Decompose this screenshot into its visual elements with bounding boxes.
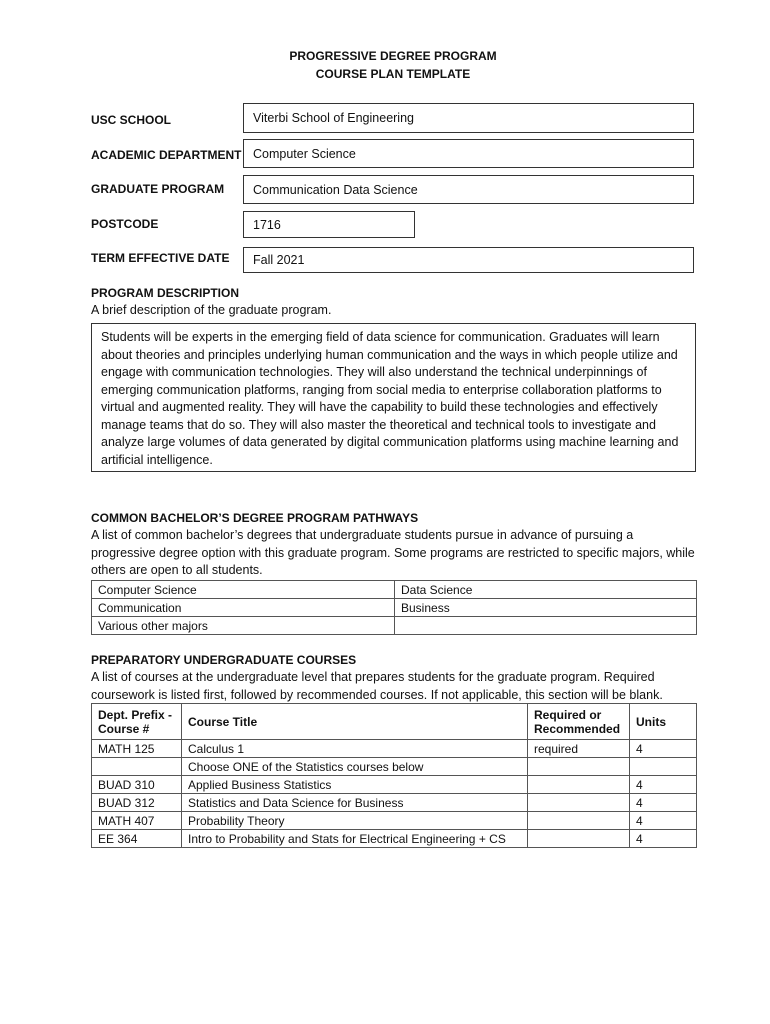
table-row bbox=[92, 581, 697, 599]
course-units-cell: 4 bbox=[630, 812, 697, 830]
program-field[interactable]: Communication Data Science bbox=[243, 175, 694, 204]
program-description-subtitle: A brief description of the graduate program. bbox=[91, 303, 332, 317]
course-units-cell: 4 bbox=[630, 740, 697, 758]
course-units-cell: 4 bbox=[630, 776, 697, 794]
courses-description: A list of courses at the undergraduate level that prepares students for the graduate program. Required coursework is listed first, followed by recommended courses. If not applicable, this section will be blank. bbox=[91, 670, 663, 702]
course-prefix-cell: MATH 125 bbox=[92, 740, 182, 758]
department-label: ACADEMIC DEPARTMENT bbox=[91, 148, 242, 162]
program-description-heading: PROGRAM DESCRIPTION bbox=[91, 286, 240, 300]
table-row bbox=[92, 758, 697, 776]
pathway-cell: Business bbox=[395, 599, 697, 617]
pathway-cell: Communication bbox=[92, 599, 395, 617]
pathways-heading: COMMON BACHELOR’S DEGREE PROGRAM PATHWAYS bbox=[91, 511, 419, 525]
course-title-cell: Applied Business Statistics bbox=[182, 776, 528, 794]
course-requirement-cell bbox=[528, 794, 630, 812]
course-title-cell: Intro to Probability and Stats for Electrical Engineering + CS bbox=[182, 830, 528, 848]
course-requirement-cell: required bbox=[528, 740, 630, 758]
pathway-cell: Computer Science bbox=[92, 581, 395, 599]
requirement-header-line1: Required or bbox=[534, 707, 602, 722]
department-field[interactable]: Computer Science bbox=[243, 139, 694, 168]
course-prefix-cell: MATH 407 bbox=[92, 812, 182, 830]
course-prefix-cell: EE 364 bbox=[92, 830, 182, 848]
title-header: Course Title bbox=[182, 704, 528, 740]
course-requirement-cell bbox=[528, 830, 630, 848]
course-requirement-cell bbox=[528, 758, 630, 776]
prefix-header bbox=[92, 704, 182, 740]
document-subtitle: COURSE PLAN TEMPLATE bbox=[315, 67, 471, 81]
course-title-cell: Probability Theory bbox=[182, 812, 528, 830]
pathways-table bbox=[91, 580, 697, 635]
pathway-cell bbox=[395, 617, 697, 635]
course-prefix-cell bbox=[92, 758, 182, 776]
courses-table bbox=[91, 703, 697, 848]
course-units-cell bbox=[630, 758, 697, 776]
requirement-header-line2: Recommended bbox=[534, 721, 621, 736]
courses-heading: PREPARATORY UNDERGRADUATE COURSES bbox=[91, 653, 357, 667]
pathway-cell: Data Science bbox=[395, 581, 697, 599]
course-units-cell: 4 bbox=[630, 830, 697, 848]
course-units-cell: 4 bbox=[630, 794, 697, 812]
document-title: PROGRESSIVE DEGREE PROGRAM bbox=[289, 49, 497, 63]
units-header: Units bbox=[630, 704, 697, 740]
course-title-cell: Choose ONE of the Statistics courses below bbox=[182, 758, 528, 776]
school-field[interactable]: Viterbi School of Engineering bbox=[243, 103, 694, 133]
term-field[interactable]: Fall 2021 bbox=[243, 247, 694, 273]
postcode-field[interactable]: 1716 bbox=[243, 211, 415, 238]
table-row bbox=[92, 740, 697, 758]
program-description-text[interactable]: Students will be experts in the emerging field of data science for communication. Graduates will learn about theories and principles underlying human communication and the ways in which people utilize and engage with communication technologies. They will also understand the technical underpinnings of emerging communication platforms, ranging from social media to enterprise collaboration platforms to virtual and augmented reality. They will have the capability to build these technologies and effectively manage teams that do so. They will also master the theoretical and technical tools to investigate and analyze large volumes of data generated by digital communication platforms using machine learning and artificial intelligence. bbox=[91, 323, 696, 472]
course-requirement-cell bbox=[528, 776, 630, 794]
school-label: USC SCHOOL bbox=[91, 113, 172, 127]
prefix-header-line2: Course # bbox=[98, 721, 150, 736]
table-row bbox=[92, 776, 697, 794]
prefix-header-line1: Dept. Prefix - bbox=[98, 707, 173, 722]
table-header-row bbox=[92, 704, 697, 740]
table-row bbox=[92, 794, 697, 812]
course-prefix-cell: BUAD 310 bbox=[92, 776, 182, 794]
course-prefix-cell: BUAD 312 bbox=[92, 794, 182, 812]
pathway-cell: Various other majors bbox=[92, 617, 395, 635]
term-label: TERM EFFECTIVE DATE bbox=[91, 251, 230, 265]
program-label: GRADUATE PROGRAM bbox=[91, 182, 225, 196]
course-title-cell: Calculus 1 bbox=[182, 740, 528, 758]
pathways-description: A list of common bachelor’s degrees that undergraduate students pursue in advance of pursuing a progressive degree option with this graduate program. Some programs are restricted to specific majors, while others are open to all students. bbox=[91, 528, 695, 577]
requirement-header bbox=[528, 704, 630, 740]
table-row bbox=[92, 830, 697, 848]
course-requirement-cell bbox=[528, 812, 630, 830]
table-row bbox=[92, 812, 697, 830]
course-title-cell: Statistics and Data Science for Business bbox=[182, 794, 528, 812]
table-row bbox=[92, 617, 697, 635]
table-row bbox=[92, 599, 697, 617]
postcode-label: POSTCODE bbox=[91, 217, 159, 231]
